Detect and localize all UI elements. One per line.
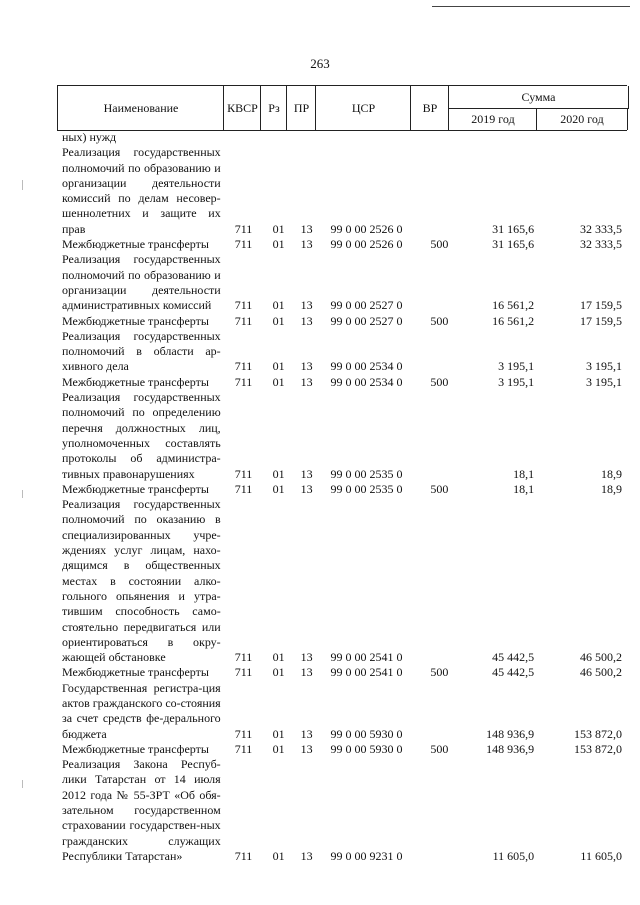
cell-y2020: 153 872,0 bbox=[573, 741, 622, 756]
cell-vr: 500 bbox=[430, 374, 449, 389]
cell-vr: 500 bbox=[430, 481, 449, 496]
cell-csr: 99 0 00 2535 0 bbox=[330, 481, 403, 496]
cell-kvsr: 711 bbox=[234, 665, 253, 680]
cell-name: Реализация государственных полномочий по определению перечня должностных лиц, уполномоченных составлять протоколы об администра-тивных правонарушениях bbox=[62, 390, 221, 481]
cell-name: Межбюджетные трансферты bbox=[62, 374, 209, 389]
col-header-rz: Рз bbox=[260, 86, 287, 130]
cell-kvsr: 711 bbox=[234, 726, 253, 741]
cell-rz: 01 bbox=[272, 221, 285, 236]
table-row bbox=[62, 329, 622, 375]
cell-kvsr: 711 bbox=[234, 298, 253, 313]
cell-y2019: 148 936,9 bbox=[486, 741, 535, 756]
cell-y2019: 3 195,1 bbox=[498, 359, 535, 374]
col-header-kvsr: КВСР bbox=[223, 86, 261, 130]
cell-rz: 01 bbox=[272, 848, 285, 863]
cell-rz: 01 bbox=[272, 650, 285, 665]
cell-y2020: 46 500,2 bbox=[579, 650, 622, 665]
cell-pr: 13 bbox=[300, 298, 313, 313]
margin-mark bbox=[22, 490, 23, 498]
table-row bbox=[62, 390, 622, 482]
cell-pr: 13 bbox=[300, 221, 313, 236]
table-row bbox=[62, 497, 622, 665]
cell-kvsr: 711 bbox=[234, 221, 253, 236]
cell-pr: 13 bbox=[300, 374, 313, 389]
cell-csr: 99 0 00 2541 0 bbox=[330, 650, 403, 665]
cell-rz: 01 bbox=[272, 741, 285, 756]
cell-pr: 13 bbox=[300, 359, 313, 374]
cell-pr: 13 bbox=[300, 466, 313, 481]
table-row bbox=[62, 742, 622, 757]
table-row bbox=[62, 314, 622, 329]
table-row bbox=[62, 375, 622, 390]
cell-csr: 99 0 00 2534 0 bbox=[330, 374, 403, 389]
col-header-2020: 2020 год bbox=[536, 108, 628, 130]
cell-rz: 01 bbox=[272, 374, 285, 389]
cell-csr: 99 0 00 2526 0 bbox=[330, 221, 403, 236]
cell-csr: 99 0 00 2535 0 bbox=[330, 466, 403, 481]
table-row bbox=[62, 757, 622, 864]
cell-y2020: 18,9 bbox=[600, 481, 622, 496]
cell-csr: 99 0 00 9231 0 bbox=[330, 848, 403, 863]
cell-kvsr: 711 bbox=[234, 650, 253, 665]
cell-name: Межбюджетные трансферты bbox=[62, 481, 209, 496]
cell-csr: 99 0 00 2534 0 bbox=[330, 359, 403, 374]
cell-pr: 13 bbox=[300, 650, 313, 665]
cell-csr: 99 0 00 2541 0 bbox=[330, 665, 403, 680]
cell-y2019: 16 561,2 bbox=[492, 298, 535, 313]
col-header-csr: ЦСР bbox=[315, 86, 411, 130]
page-number: 263 bbox=[310, 56, 330, 71]
margin-mark bbox=[22, 180, 23, 190]
cell-kvsr: 711 bbox=[234, 741, 253, 756]
cell-name: Межбюджетные трансферты bbox=[62, 237, 209, 252]
cell-name: Реализация государственных полномочий в области ар-хивного дела bbox=[62, 328, 221, 374]
cell-y2020: 32 333,5 bbox=[579, 237, 622, 252]
table-row bbox=[62, 237, 622, 252]
cell-y2020: 17 159,5 bbox=[579, 298, 622, 313]
table-row bbox=[62, 145, 622, 237]
cell-vr: 500 bbox=[430, 741, 449, 756]
cell-y2019: 45 442,5 bbox=[492, 665, 535, 680]
cell-y2019: 45 442,5 bbox=[492, 650, 535, 665]
cell-pr: 13 bbox=[300, 726, 313, 741]
cell-kvsr: 711 bbox=[234, 359, 253, 374]
cell-csr: 99 0 00 2526 0 bbox=[330, 237, 403, 252]
top-rule bbox=[432, 6, 630, 7]
cell-name: Реализация государственных полномочий по образованию и организации деятельности административных комиссий bbox=[62, 252, 221, 313]
cell-y2020: 3 195,1 bbox=[585, 374, 622, 389]
table-row bbox=[62, 130, 622, 145]
cell-vr: 500 bbox=[430, 665, 449, 680]
cell-pr: 13 bbox=[300, 481, 313, 496]
cell-name: Межбюджетные трансферты bbox=[62, 313, 209, 328]
cell-y2020: 46 500,2 bbox=[579, 665, 622, 680]
table-row bbox=[62, 681, 622, 742]
table-body bbox=[62, 130, 622, 864]
cell-pr: 13 bbox=[300, 848, 313, 863]
cell-rz: 01 bbox=[272, 359, 285, 374]
cell-pr: 13 bbox=[300, 665, 313, 680]
cell-y2020: 153 872,0 bbox=[573, 726, 622, 741]
cell-y2020: 32 333,5 bbox=[579, 221, 622, 236]
col-header-vr: ВР bbox=[410, 86, 449, 130]
cell-kvsr: 711 bbox=[234, 848, 253, 863]
table-row bbox=[62, 252, 622, 313]
table-row bbox=[62, 482, 622, 497]
cell-y2019: 18,1 bbox=[513, 481, 535, 496]
cell-csr: 99 0 00 5930 0 bbox=[330, 726, 403, 741]
cell-y2019: 3 195,1 bbox=[498, 374, 535, 389]
cell-pr: 13 bbox=[300, 313, 313, 328]
cell-rz: 01 bbox=[272, 665, 285, 680]
cell-rz: 01 bbox=[272, 466, 285, 481]
cell-y2019: 18,1 bbox=[513, 466, 535, 481]
cell-y2019: 31 165,6 bbox=[492, 237, 535, 252]
cell-csr: 99 0 00 5930 0 bbox=[330, 741, 403, 756]
cell-name: Реализация Закона Респуб-лики Татарстан от 14 июля 2012 года № 55-ЗРТ «Об обя-зательном государственном страховании государствен-ных гражданских служащих Республики Татарстан» bbox=[62, 757, 221, 863]
cell-kvsr: 711 bbox=[234, 481, 253, 496]
cell-name: Реализация государственных полномочий по оказанию в специализированных учре-ждениях услуг лицам, нахо-дящимся в общественных местах в состоянии алко-гольного опьянения и утра-тившим способность само-стоятельно передвигаться или ориентироваться в окру-жающей обстановке bbox=[62, 497, 221, 665]
cell-rz: 01 bbox=[272, 313, 285, 328]
cell-csr: 99 0 00 2527 0 bbox=[330, 313, 403, 328]
cell-rz: 01 bbox=[272, 481, 285, 496]
margin-mark bbox=[22, 780, 23, 788]
cell-y2020: 11 605,0 bbox=[580, 848, 622, 863]
cell-y2020: 17 159,5 bbox=[579, 313, 622, 328]
cell-kvsr: 711 bbox=[234, 466, 253, 481]
cell-vr: 500 bbox=[430, 237, 449, 252]
cell-rz: 01 bbox=[272, 237, 285, 252]
col-header-2019: 2019 год bbox=[448, 108, 537, 130]
cell-y2019: 16 561,2 bbox=[492, 313, 535, 328]
cell-y2020: 18,9 bbox=[600, 466, 622, 481]
cell-kvsr: 711 bbox=[234, 237, 253, 252]
cell-kvsr: 711 bbox=[234, 313, 253, 328]
cell-name: Межбюджетные трансферты bbox=[62, 741, 209, 756]
cell-name: Реализация государственных полномочий по образованию и организации деятельности комиссий по делам несовер-шеннолетних и защите их прав bbox=[62, 145, 221, 236]
cell-name: Государственная регистра-ция актов гражданского со-стояния за счет средств фе-дерального бюджета bbox=[62, 680, 221, 741]
col-header-pr: ПР bbox=[286, 86, 316, 130]
cell-rz: 01 bbox=[272, 298, 285, 313]
cell-vr: 500 bbox=[430, 313, 449, 328]
cell-y2019: 11 605,0 bbox=[492, 848, 535, 863]
table-header bbox=[57, 85, 627, 131]
cell-pr: 13 bbox=[300, 741, 313, 756]
cell-csr: 99 0 00 2527 0 bbox=[330, 298, 403, 313]
col-header-sum: Сумма bbox=[448, 86, 629, 109]
cell-rz: 01 bbox=[272, 726, 285, 741]
cell-pr: 13 bbox=[300, 237, 313, 252]
cell-y2019: 31 165,6 bbox=[492, 221, 535, 236]
col-header-name: Наименование bbox=[57, 86, 224, 130]
cell-name: ных) нужд bbox=[62, 130, 117, 144]
cell-name: Межбюджетные трансферты bbox=[62, 665, 209, 680]
cell-kvsr: 711 bbox=[234, 374, 253, 389]
cell-y2020: 3 195,1 bbox=[585, 359, 622, 374]
table-row bbox=[62, 665, 622, 680]
cell-y2019: 148 936,9 bbox=[486, 726, 535, 741]
